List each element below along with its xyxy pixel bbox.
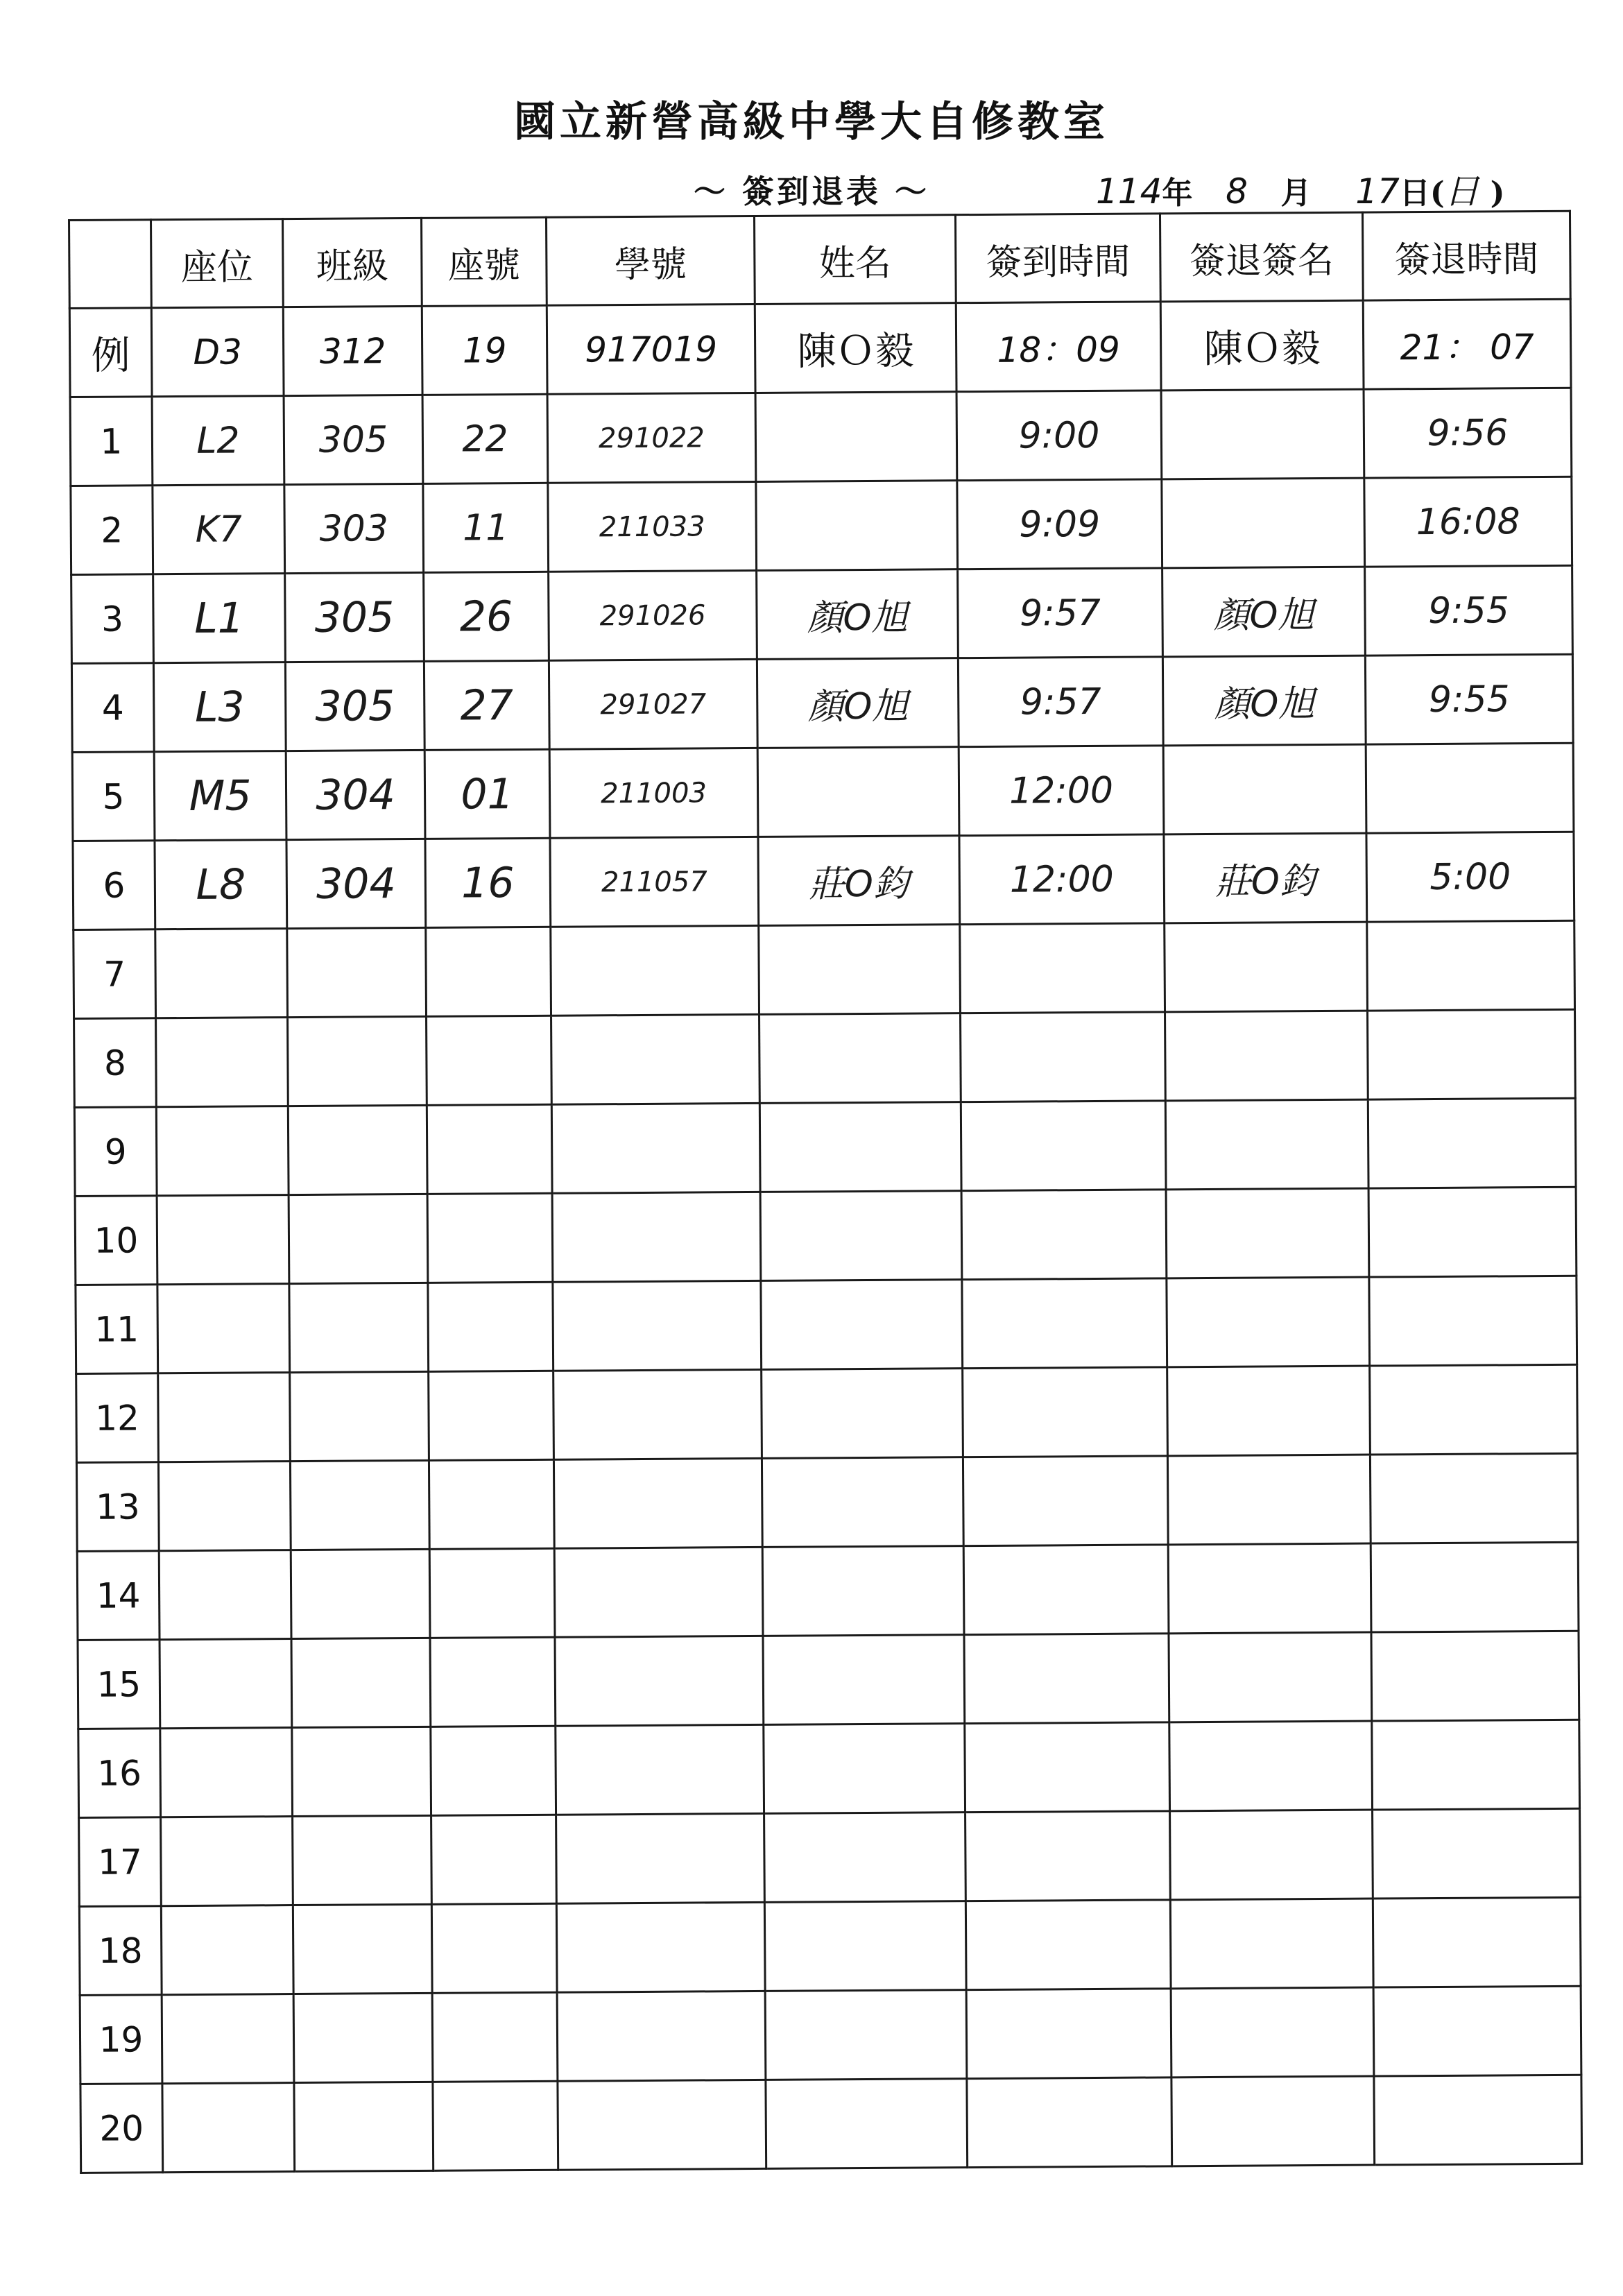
example-cell-student-id: 917019: [547, 304, 755, 394]
cell-sign-in-time[interactable]: [960, 923, 1165, 1013]
cell-row-number: 13: [76, 1462, 159, 1552]
cell-sign-out-signature[interactable]: [1166, 1188, 1369, 1278]
cell-sign-out-signature[interactable]: [1169, 1632, 1372, 1722]
cell-seat-number[interactable]: [429, 1459, 554, 1549]
cell-row-number: 11: [76, 1285, 158, 1374]
table-row: [79, 1897, 1581, 1995]
cell-sign-in-time[interactable]: [961, 1012, 1166, 1102]
cell-sign-in-time[interactable]: [964, 1634, 1169, 1724]
column-header-row-number: [69, 220, 152, 309]
date-month-value: 8: [1226, 171, 1248, 212]
cell-name[interactable]: [757, 747, 959, 837]
cell-class[interactable]: 304: [286, 839, 426, 928]
cell-seat-number[interactable]: 27: [424, 660, 549, 750]
cell-sign-out-signature[interactable]: [1165, 922, 1368, 1012]
cell-class[interactable]: [288, 1016, 427, 1106]
cell-name[interactable]: [755, 392, 957, 482]
cell-seat[interactable]: K7: [153, 485, 285, 574]
date-weekday-close: ): [1490, 175, 1505, 211]
table-row: [75, 1187, 1577, 1285]
cell-sign-in-time[interactable]: [965, 1722, 1170, 1813]
cell-student-id[interactable]: [551, 1014, 760, 1104]
cell-class[interactable]: [291, 1638, 431, 1727]
column-header-seat: 座位: [151, 219, 284, 308]
table-row: [73, 832, 1574, 929]
cell-student-id[interactable]: 211057: [550, 837, 759, 927]
cell-name[interactable]: [763, 1635, 965, 1725]
cell-name[interactable]: [764, 1724, 965, 1814]
cell-seat-number[interactable]: 26: [424, 572, 549, 661]
column-header-sign-out-signature: 簽退簽名: [1160, 212, 1363, 302]
cell-row-number: 2: [71, 486, 153, 575]
cell-row-number: 19: [80, 1995, 162, 2084]
cell-seat[interactable]: [160, 1639, 292, 1729]
cell-name[interactable]: [764, 1901, 966, 1991]
cell-student-id[interactable]: [551, 925, 759, 1016]
cell-class[interactable]: 305: [284, 395, 423, 484]
cell-seat[interactable]: [157, 1284, 290, 1373]
example-row: [69, 299, 1571, 397]
cell-sign-in-time[interactable]: [962, 1278, 1167, 1369]
cell-row-number: 18: [79, 1906, 162, 1996]
cell-sign-in-time[interactable]: 9:00: [956, 391, 1162, 481]
cell-class[interactable]: [290, 1371, 429, 1461]
cell-seat-number[interactable]: [431, 1815, 557, 1904]
cell-sign-in-time[interactable]: 9:57: [958, 657, 1163, 747]
cell-name[interactable]: [760, 1191, 962, 1281]
cell-sign-in-time[interactable]: 12:00: [959, 746, 1164, 836]
cell-sign-in-time[interactable]: [963, 1456, 1168, 1546]
cell-seat-number[interactable]: 16: [425, 838, 551, 927]
table-row: [76, 1364, 1578, 1462]
cell-name[interactable]: [756, 481, 958, 571]
cell-class[interactable]: [294, 2082, 433, 2171]
cell-seat-number[interactable]: 22: [422, 394, 548, 483]
cell-seat-number[interactable]: [430, 1637, 556, 1727]
column-header-class: 班級: [283, 218, 422, 307]
cell-sign-out-time[interactable]: [1374, 2075, 1582, 2165]
cell-seat-number[interactable]: [427, 1193, 553, 1283]
date-year-label: 年: [1162, 175, 1193, 211]
table-body: [69, 299, 1581, 2173]
cell-seat-number[interactable]: [431, 1903, 557, 1993]
cell-sign-in-time[interactable]: [967, 2077, 1172, 2168]
cell-class[interactable]: 305: [285, 661, 424, 751]
cell-seat-number[interactable]: [433, 2081, 558, 2170]
cell-sign-in-time[interactable]: [966, 1989, 1171, 2079]
cell-class[interactable]: [289, 1283, 429, 1372]
cell-student-id[interactable]: [551, 1103, 760, 1193]
cell-name[interactable]: [766, 2079, 968, 2169]
cell-sign-out-time[interactable]: [1373, 1986, 1581, 2076]
cell-sign-out-time[interactable]: 16:08: [1364, 477, 1572, 567]
cell-seat[interactable]: L2: [152, 396, 284, 486]
table-row: [78, 1720, 1580, 1817]
cell-student-id[interactable]: [558, 2080, 766, 2170]
date-line: [1096, 164, 1504, 214]
cell-sign-out-time[interactable]: [1369, 1276, 1577, 1366]
date-weekday-open: (: [1429, 175, 1445, 211]
cell-sign-out-time[interactable]: [1368, 1009, 1576, 1099]
table-row: [74, 1009, 1576, 1107]
date-day-value: 17: [1355, 171, 1400, 212]
cell-student-id[interactable]: [556, 1724, 764, 1815]
cell-class[interactable]: 303: [284, 483, 424, 573]
cell-seat-number[interactable]: [426, 927, 551, 1016]
cell-row-number: 14: [77, 1551, 160, 1640]
date-weekday-value: 日: [1444, 171, 1479, 212]
cell-row-number: 5: [72, 752, 155, 841]
table-row: [78, 1631, 1579, 1729]
cell-class[interactable]: [287, 927, 427, 1017]
cell-row-number: 10: [75, 1196, 157, 1285]
table-row: [74, 1098, 1576, 1196]
cell-seat-number[interactable]: [431, 1726, 556, 1815]
cell-seat[interactable]: [161, 1905, 293, 1995]
cell-name[interactable]: 顏O旭: [757, 569, 959, 660]
cell-row-number: 7: [74, 929, 156, 1019]
cell-sign-in-time[interactable]: [965, 1811, 1171, 1901]
cell-sign-in-time[interactable]: 12:00: [959, 834, 1165, 925]
cell-seat[interactable]: L3: [153, 662, 286, 752]
table-row: [77, 1542, 1579, 1640]
cell-student-id[interactable]: 211033: [548, 481, 757, 572]
cell-class[interactable]: [293, 1904, 432, 1994]
cell-sign-out-signature[interactable]: [1165, 1011, 1368, 1101]
cell-sign-out-signature[interactable]: [1170, 1899, 1373, 1989]
cell-class[interactable]: [290, 1460, 429, 1550]
cell-seat[interactable]: [158, 1462, 291, 1551]
cell-row-number: 8: [74, 1018, 157, 1108]
cell-student-id[interactable]: [555, 1636, 764, 1726]
cell-sign-out-signature[interactable]: [1167, 1455, 1371, 1545]
cell-name[interactable]: [762, 1457, 963, 1548]
cell-seat[interactable]: [159, 1550, 291, 1640]
cell-sign-out-time[interactable]: 9:55: [1365, 654, 1573, 744]
cell-student-id[interactable]: [553, 1280, 762, 1371]
cell-sign-out-time[interactable]: [1367, 920, 1575, 1011]
cell-student-id[interactable]: 291022: [547, 393, 756, 483]
column-header-student-id: 學號: [546, 216, 755, 305]
example-cell-seat: D3: [151, 307, 284, 397]
cell-sign-in-time[interactable]: [963, 1367, 1168, 1457]
cell-sign-out-signature[interactable]: [1167, 1366, 1371, 1456]
cell-student-id[interactable]: [554, 1547, 763, 1637]
table-row: [71, 477, 1572, 574]
cell-sign-out-signature[interactable]: [1165, 1099, 1368, 1190]
cell-sign-out-time[interactable]: [1370, 1453, 1578, 1543]
cell-sign-in-time[interactable]: [963, 1545, 1169, 1635]
cell-seat[interactable]: [162, 1994, 294, 2084]
cell-name[interactable]: [764, 1813, 966, 1903]
cell-seat[interactable]: [158, 1373, 291, 1462]
sheet-subtitle: ～ 簽到退表 ～: [694, 173, 930, 210]
cell-seat[interactable]: [157, 1195, 289, 1285]
cell-name[interactable]: 顏O旭: [757, 658, 959, 748]
cell-sign-in-time[interactable]: [965, 1900, 1171, 1990]
cell-seat-number[interactable]: [427, 1104, 552, 1194]
cell-name[interactable]: [762, 1546, 964, 1636]
cell-class[interactable]: [292, 1727, 431, 1816]
cell-sign-out-signature[interactable]: [1168, 1543, 1371, 1634]
cell-student-id[interactable]: [557, 1991, 766, 2081]
example-cell-sign-out-time: 21： 07: [1363, 299, 1571, 389]
cell-sign-out-time[interactable]: [1368, 1098, 1576, 1188]
cell-seat-number[interactable]: [429, 1371, 554, 1460]
date-day-label: 日: [1399, 175, 1430, 211]
cell-name[interactable]: [759, 1013, 961, 1104]
example-cell-seat-number: 19: [422, 305, 547, 395]
cell-row-number: 3: [71, 574, 154, 664]
cell-seat-number[interactable]: [427, 1016, 552, 1105]
cell-name[interactable]: [759, 925, 961, 1015]
cell-sign-out-time[interactable]: [1373, 1897, 1581, 1987]
cell-class[interactable]: [288, 1105, 427, 1194]
cell-student-id[interactable]: 291027: [549, 659, 757, 749]
cell-sign-out-signature[interactable]: [1163, 744, 1366, 834]
cell-student-id[interactable]: 211003: [549, 748, 758, 838]
cell-sign-out-time[interactable]: [1370, 1364, 1578, 1455]
cell-seat[interactable]: L1: [153, 574, 286, 663]
cell-student-id[interactable]: [556, 1902, 765, 1992]
cell-name[interactable]: [759, 1102, 961, 1192]
cell-seat-number[interactable]: [428, 1282, 553, 1371]
cell-seat[interactable]: [161, 1817, 293, 1906]
cell-row-number: 17: [79, 1817, 162, 1907]
date-year-value: 114: [1096, 171, 1162, 212]
cell-sign-out-signature[interactable]: [1162, 478, 1365, 568]
table-row: [72, 743, 1574, 841]
cell-sign-in-time[interactable]: [961, 1101, 1166, 1191]
example-cell-name: 陳Ｏ毅: [755, 303, 956, 393]
cell-sign-out-signature[interactable]: [1171, 2076, 1375, 2166]
cell-sign-out-time[interactable]: [1368, 1187, 1577, 1277]
cell-seat-number[interactable]: 01: [424, 749, 550, 839]
cell-seat[interactable]: [156, 1018, 289, 1107]
cell-class[interactable]: [289, 1194, 428, 1283]
cell-student-id[interactable]: [556, 1813, 765, 1903]
example-cell-sign-out-signature: 陳Ｏ毅: [1160, 300, 1364, 391]
cell-student-id[interactable]: [553, 1369, 762, 1459]
cell-seat-number[interactable]: [432, 1992, 558, 2082]
cell-sign-in-time[interactable]: [961, 1190, 1167, 1280]
cell-seat[interactable]: [162, 2083, 295, 2173]
cell-student-id[interactable]: [553, 1458, 762, 1548]
cell-row-number: 15: [78, 1640, 160, 1729]
table-row: [80, 2075, 1582, 2173]
column-header-sign-out-time: 簽退時間: [1362, 211, 1570, 300]
cell-sign-out-time[interactable]: [1371, 1542, 1579, 1632]
cell-sign-out-time[interactable]: [1373, 1808, 1581, 1899]
cell-row-number: 9: [74, 1107, 157, 1197]
cell-sign-in-time[interactable]: 9:57: [958, 568, 1163, 658]
table-row: [74, 920, 1575, 1018]
cell-name[interactable]: [761, 1280, 963, 1370]
cell-sign-out-signature[interactable]: 顏O旭: [1162, 656, 1366, 746]
column-header-seat-number: 座號: [421, 217, 547, 306]
cell-sign-out-time[interactable]: 9:56: [1364, 388, 1572, 478]
cell-seat-number[interactable]: 11: [423, 483, 549, 572]
table-row: [79, 1808, 1581, 1906]
table-row: [71, 654, 1573, 752]
cell-seat-number[interactable]: [429, 1548, 555, 1638]
cell-sign-out-signature[interactable]: [1170, 1810, 1373, 1900]
cell-name[interactable]: 莊O鈞: [758, 836, 960, 926]
cell-sign-out-signature[interactable]: [1171, 1987, 1374, 2077]
cell-seat[interactable]: [155, 929, 288, 1018]
cell-seat[interactable]: [160, 1728, 293, 1817]
example-cell-class: 312: [283, 306, 422, 395]
cell-sign-out-signature[interactable]: [1167, 1277, 1370, 1367]
cell-student-id[interactable]: 291026: [549, 570, 757, 660]
cell-row-number: 20: [80, 2084, 163, 2173]
cell-row-number: 4: [71, 663, 154, 753]
example-cell-sign-in-time: 18：09: [956, 302, 1161, 392]
column-header-name: 姓名: [754, 215, 956, 305]
cell-seat[interactable]: L8: [155, 840, 287, 929]
sign-in-table: [68, 210, 1583, 2174]
cell-row-number: 16: [78, 1729, 161, 1818]
cell-row-number: 6: [73, 841, 155, 930]
cell-row-number: 1: [70, 397, 153, 486]
cell-sign-out-time[interactable]: [1371, 1631, 1579, 1721]
cell-sign-out-time[interactable]: [1366, 743, 1574, 833]
cell-class[interactable]: 304: [286, 750, 425, 839]
cell-sign-in-time[interactable]: 9:09: [957, 479, 1162, 569]
cell-row-number: 12: [76, 1373, 159, 1463]
table-row: [70, 388, 1572, 486]
table-row: [76, 1276, 1577, 1373]
table-row: [80, 1986, 1581, 2084]
cell-sign-out-signature[interactable]: [1169, 1721, 1373, 1811]
cell-class[interactable]: 305: [285, 572, 424, 662]
cell-sign-out-signature[interactable]: 顏O旭: [1162, 567, 1366, 657]
cell-sign-out-time[interactable]: [1372, 1720, 1580, 1810]
sheet-title: 國立新營高級中學大自修教室: [514, 98, 1109, 146]
cell-class[interactable]: [293, 1815, 432, 1905]
cell-student-id[interactable]: [552, 1192, 761, 1282]
column-header-sign-in-time: 簽到時間: [955, 214, 1160, 303]
cell-class[interactable]: [291, 1549, 430, 1638]
cell-name[interactable]: [762, 1369, 963, 1459]
date-month-label: 月: [1280, 175, 1312, 211]
cell-sign-out-signature[interactable]: 莊O鈞: [1164, 833, 1367, 923]
table-row: [71, 565, 1573, 663]
cell-sign-out-time[interactable]: 5:00: [1366, 832, 1574, 922]
cell-sign-out-signature[interactable]: [1161, 389, 1364, 479]
cell-seat[interactable]: [156, 1106, 289, 1196]
cell-class[interactable]: [293, 1993, 433, 2082]
cell-sign-out-time[interactable]: 9:55: [1365, 565, 1573, 656]
cell-name[interactable]: [765, 1990, 967, 2080]
cell-seat[interactable]: M5: [154, 751, 286, 841]
example-cell-row-number: 例: [69, 308, 152, 397]
header-row: [69, 211, 1571, 308]
table-row: [76, 1453, 1578, 1551]
